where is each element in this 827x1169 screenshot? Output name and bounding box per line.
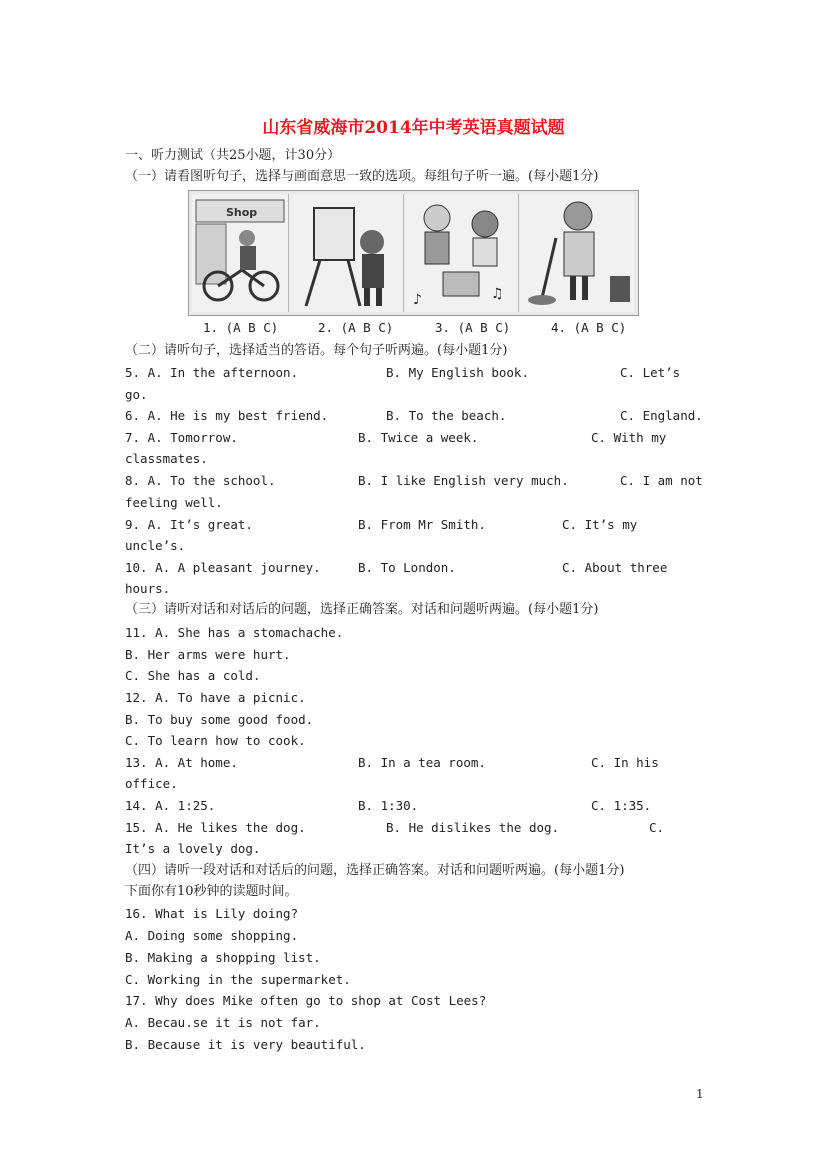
- q16-option-b: B. Making a shopping list.: [125, 950, 321, 965]
- q6-option-c: C. England.: [620, 408, 703, 423]
- part-instruction: （三）请听对话和对话后的问题，选择正确答案。对话和问题听两遍。(每小题1分): [125, 602, 599, 617]
- q13-option-b: B. In a tea room.: [358, 755, 486, 770]
- q5-option-c-cont: go.: [125, 387, 148, 402]
- q17-option-a: A. Becau.se it is not far.: [125, 1015, 321, 1030]
- q7-option-c: C. With my: [591, 430, 667, 445]
- q7-option-b: B. Twice a week.: [358, 430, 479, 445]
- children-dancing-illustration: [405, 194, 518, 312]
- q15-option-c-cont: It’s a lovely dog.: [125, 841, 261, 856]
- q12-option-a: 12. A. To have a picnic.: [125, 690, 306, 705]
- q17-option-b: B. Because it is very beautiful.: [125, 1037, 366, 1052]
- q9-option-c-cont: uncle’s.: [125, 538, 186, 553]
- picture-panel-3: [405, 194, 519, 312]
- q6-option-b: B. To the beach.: [386, 408, 507, 423]
- q5-option-b: B. My English book.: [386, 365, 529, 380]
- q14-option-c: C. 1:35.: [591, 798, 652, 813]
- girl-at-easel-illustration: [290, 194, 403, 312]
- q8-option-b: B. I like English very much.: [358, 473, 569, 488]
- q6-option-a: 6. A. He is my best friend.: [125, 408, 329, 423]
- q14-option-b: B. 1:30.: [358, 798, 419, 813]
- part-note: 下面你有10秒钟的读题时间。: [125, 884, 298, 899]
- document-title: 山东省威海市2014年中考英语真题试题: [262, 118, 565, 138]
- page-number: 1: [696, 1087, 704, 1101]
- q15-option-a: 15. A. He likes the dog.: [125, 820, 306, 835]
- q13-option-a: 13. A. At home.: [125, 755, 238, 770]
- part-instruction: （二）请听句子，选择适当的答语。每个句子听两遍。(每小题1分): [125, 343, 508, 358]
- q13-option-c-cont: office.: [125, 776, 178, 791]
- svg-text:♪: ♪: [413, 292, 422, 308]
- q16-question: 16. What is Lily doing?: [125, 906, 299, 921]
- q7-option-a: 7. A. Tomorrow.: [125, 430, 238, 445]
- girl-sweeping-illustration: [520, 194, 635, 312]
- q17-question: 17. Why does Mike often go to shop at Cost Lees?: [125, 993, 487, 1008]
- q10-option-c-cont: hours.: [125, 581, 171, 596]
- q16-option-c: C. Working in the supermarket.: [125, 972, 351, 987]
- q5-option-c: C. Let’s: [620, 365, 681, 380]
- q12-option-c: C. To learn how to cook.: [125, 733, 306, 748]
- q11-option-c: C. She has a cold.: [125, 668, 261, 683]
- picture-panel-1: [192, 194, 289, 312]
- bicycle-shop-illustration: [192, 194, 288, 312]
- q9-option-a: 9. A. It’s great.: [125, 517, 253, 532]
- q10-option-a: 10. A. A pleasant journey.: [125, 560, 321, 575]
- q9-option-c: C. It’s my: [562, 517, 638, 532]
- q11-option-a: 11. A. She has a stomachache.: [125, 625, 344, 640]
- shop-sign: Shop: [226, 206, 258, 219]
- q10-option-b: B. To London.: [358, 560, 456, 575]
- picture-caption-1: 1. (A B C): [203, 320, 279, 335]
- svg-text:♫: ♫: [491, 286, 504, 302]
- picture-caption-2: 2. (A B C): [318, 320, 394, 335]
- section-heading: 一、听力测试（共25小题，计30分）: [125, 148, 341, 163]
- picture-caption-3: 3. (A B C): [435, 320, 511, 335]
- picture-panel-4: [520, 194, 635, 312]
- q12-option-b: B. To buy some good food.: [125, 712, 314, 727]
- q10-option-c: C. About three: [562, 560, 668, 575]
- q7-option-c-cont: classmates.: [125, 451, 208, 466]
- listening-pictures: [188, 190, 639, 316]
- q8-option-c-cont: feeling well.: [125, 495, 223, 510]
- q5-option-a: 5. A. In the afternoon.: [125, 365, 299, 380]
- picture-panel-2: [290, 194, 404, 312]
- q9-option-b: B. From Mr Smith.: [358, 517, 486, 532]
- q13-option-c: C. In his: [591, 755, 659, 770]
- q14-option-a: 14. A. 1:25.: [125, 798, 216, 813]
- q15-option-b: B. He dislikes the dog.: [386, 820, 560, 835]
- q15-option-c: C.: [649, 820, 665, 835]
- part-instruction: （一）请看图听句子，选择与画面意思一致的选项。每组句子听一遍。(每小题1分): [125, 169, 599, 184]
- q8-option-a: 8. A. To the school.: [125, 473, 276, 488]
- part-instruction: （四）请听一段对话和对话后的问题，选择正确答案。对话和问题听两遍。(每小题1分): [125, 863, 625, 878]
- picture-caption-4: 4. (A B C): [551, 320, 627, 335]
- q8-option-c: C. I am not: [620, 473, 703, 488]
- q16-option-a: A. Doing some shopping.: [125, 928, 299, 943]
- q11-option-b: B. Her arms were hurt.: [125, 647, 291, 662]
